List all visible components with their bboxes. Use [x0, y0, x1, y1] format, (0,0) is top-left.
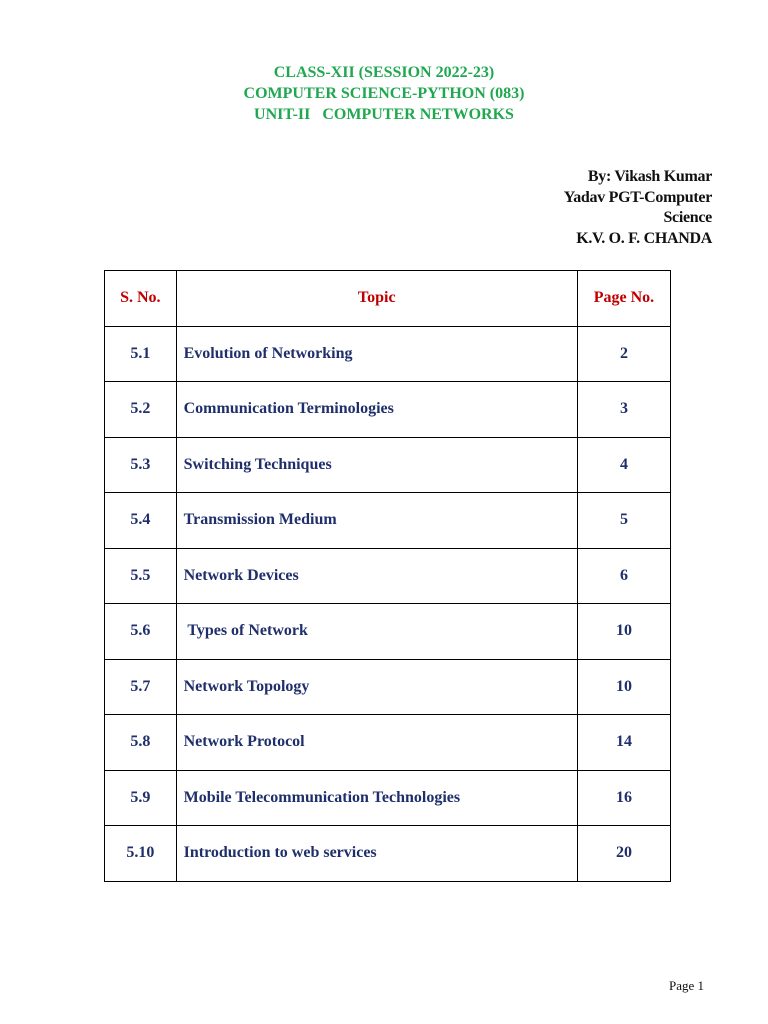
- author-line-1: By: Vikash Kumar: [587, 168, 712, 185]
- table-row: [105, 382, 671, 438]
- row-topic: Communication Terminologies: [176, 382, 577, 438]
- row-topic: Mobile Telecommunication Technologies: [176, 770, 577, 826]
- row-page: 10: [577, 604, 670, 660]
- header-topic: Topic: [176, 271, 577, 327]
- row-sno: 5.6: [105, 604, 177, 660]
- row-sno: 5.2: [105, 382, 177, 438]
- row-topic: Types of Network: [176, 604, 577, 660]
- row-topic: Network Protocol: [176, 715, 577, 771]
- row-sno: 5.3: [105, 437, 177, 493]
- table-row: [105, 548, 671, 604]
- row-page: 2: [577, 326, 670, 382]
- table-row: [105, 659, 671, 715]
- table-row: [105, 826, 671, 882]
- table-row: [105, 770, 671, 826]
- row-topic: Transmission Medium: [176, 493, 577, 549]
- row-sno: 5.10: [105, 826, 177, 882]
- row-topic: Network Topology: [176, 659, 577, 715]
- header-page: Page No.: [577, 271, 670, 327]
- row-page: 5: [577, 493, 670, 549]
- row-sno: 5.7: [105, 659, 177, 715]
- author-block: [564, 167, 712, 249]
- header-unit: UNIT-II COMPUTER NETWORKS: [254, 106, 514, 123]
- header-sno: S. No.: [105, 271, 177, 327]
- row-page: 10: [577, 659, 670, 715]
- table-row: [105, 715, 671, 771]
- author-line-2: Yadav PGT-Computer: [563, 188, 712, 206]
- row-page: 3: [577, 382, 670, 438]
- page-number: Page 1: [668, 978, 704, 993]
- row-page: 4: [577, 437, 670, 493]
- row-page: 6: [577, 548, 670, 604]
- table-row: [105, 326, 671, 382]
- document-header: [0, 62, 768, 125]
- row-sno: 5.4: [105, 493, 177, 549]
- row-sno: 5.1: [105, 326, 177, 382]
- contents-table: [104, 270, 671, 882]
- header-subject: COMPUTER SCIENCE-PYTHON (083): [243, 85, 525, 102]
- table-row: [105, 604, 671, 660]
- row-topic: Evolution of Networking: [176, 326, 577, 382]
- author-line-3: Science: [663, 209, 712, 226]
- author-line-4: K.V. O. F. CHANDA: [576, 229, 712, 247]
- row-page: 20: [577, 826, 670, 882]
- table-row: [105, 437, 671, 493]
- row-topic: Introduction to web services: [176, 826, 577, 882]
- header-class-session: CLASS-XII (SESSION 2022-23): [273, 64, 495, 81]
- row-sno: 5.8: [105, 715, 177, 771]
- table-row: [105, 493, 671, 549]
- row-sno: 5.9: [105, 770, 177, 826]
- row-page: 16: [577, 770, 670, 826]
- row-sno: 5.5: [105, 548, 177, 604]
- row-topic: Switching Techniques: [176, 437, 577, 493]
- row-topic: Network Devices: [176, 548, 577, 604]
- row-page: 14: [577, 715, 670, 771]
- table-header-row: [105, 271, 671, 327]
